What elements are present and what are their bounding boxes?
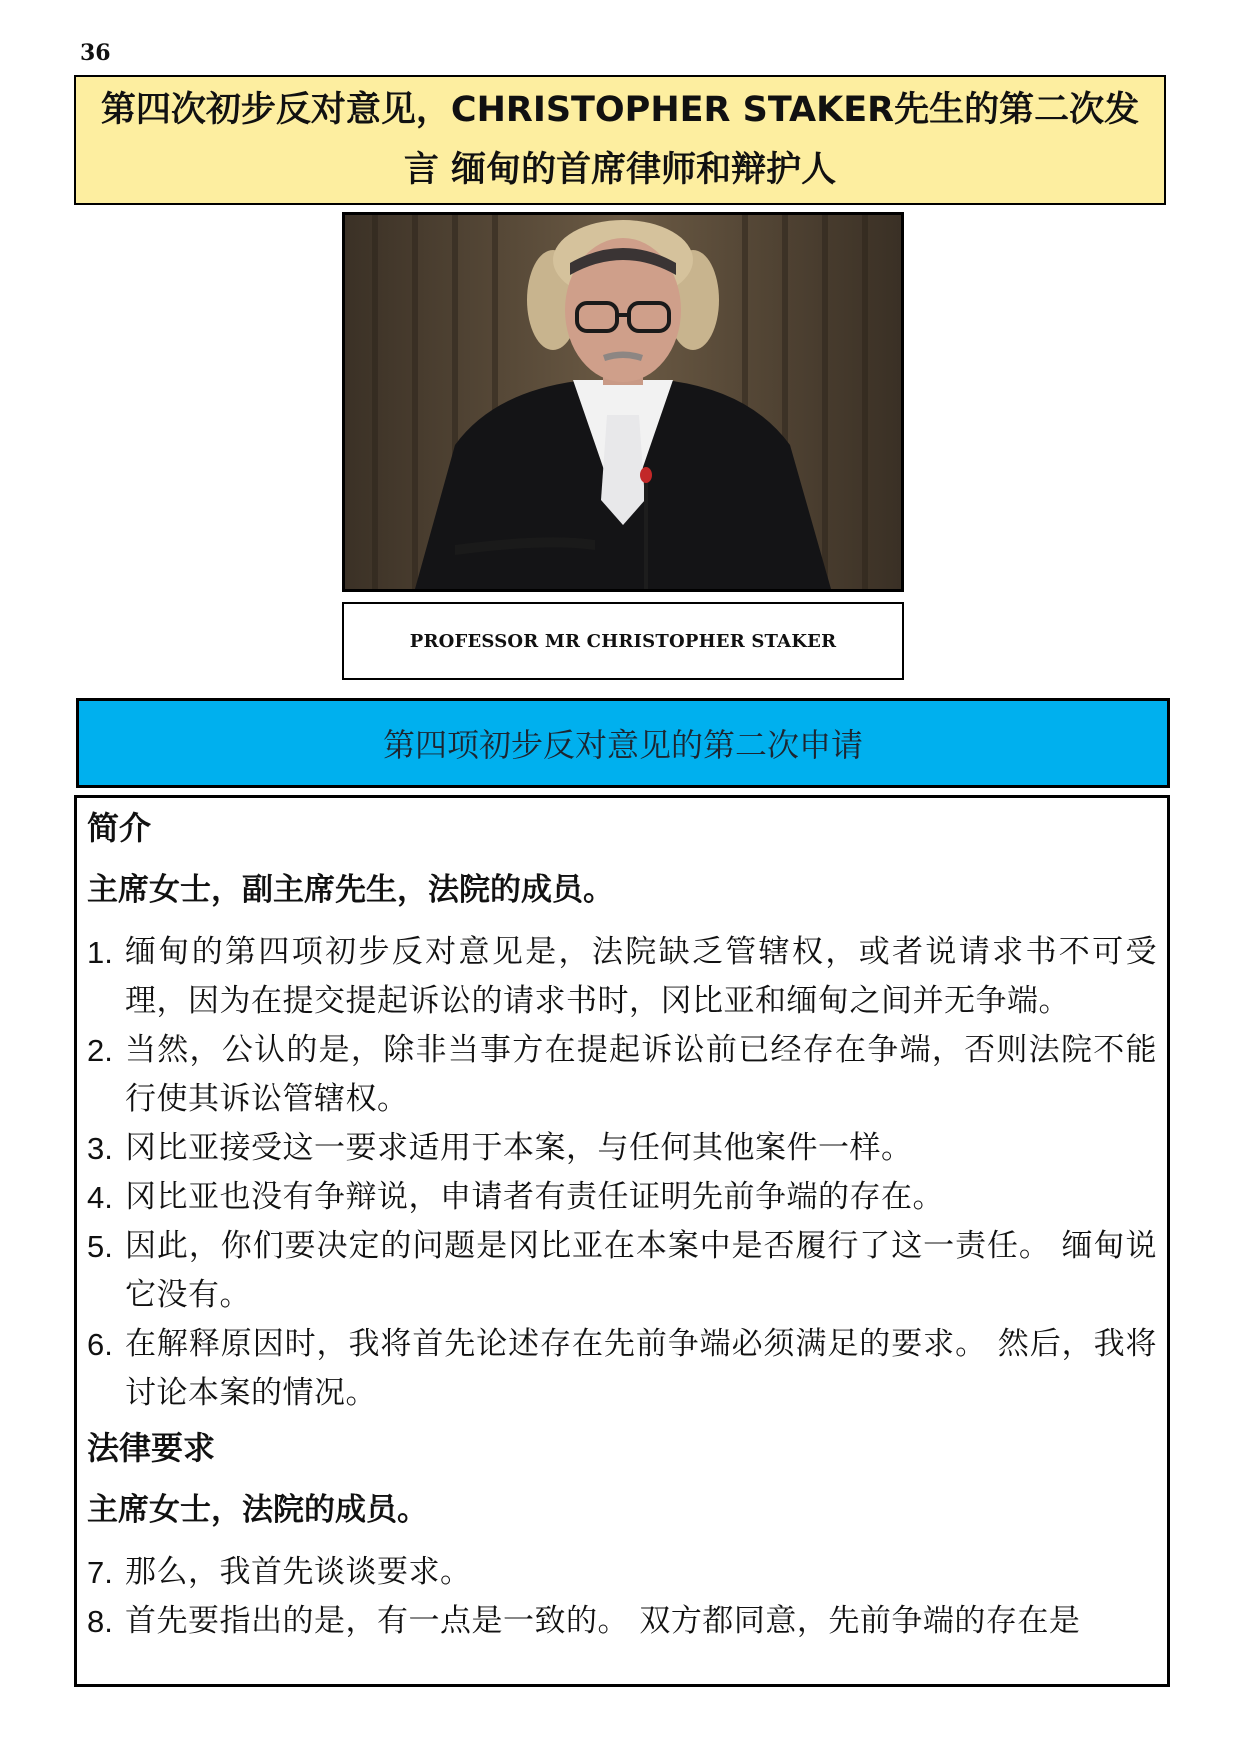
paragraph (87, 1222, 1157, 1320)
legal-salutation: 主席女士，法院的成员。 (87, 1492, 428, 1528)
section-banner (76, 698, 1170, 788)
paragraph-text: 在解释原因时，我将首先论述存在先前争端必须满足的要求。 然后，我将讨论本案的情况。 (125, 1326, 1157, 1411)
paragraph-text: 因此，你们要决定的问题是冈比亚在本案中是否履行了这一责任。 缅甸说它没有。 (125, 1228, 1157, 1313)
photo-caption-box (342, 602, 904, 680)
page-title: 第四次初步反对意见，CHRISTOPHER STAKER先生的第二次发言 缅甸的首席律师和辩护人 (100, 90, 1140, 190)
page-number: 36 (80, 40, 111, 66)
paragraph (87, 1597, 1157, 1646)
paragraph-text: 当然，公认的是，除非当事方在提起诉讼前已经存在争端，否则法院不能行使其诉讼管辖权。 (125, 1032, 1157, 1117)
paragraph (87, 1026, 1157, 1124)
photo-caption: PROFESSOR MR CHRISTOPHER STAKER (409, 630, 837, 652)
title-banner (74, 75, 1166, 205)
paragraph (87, 1548, 1157, 1597)
section-title: 第四项初步反对意见的第二次申请 (382, 726, 863, 764)
speaker-portrait-illustration (345, 215, 901, 589)
paragraph (87, 1124, 1157, 1173)
paragraph-text: 那么，我首先谈谈要求。 (125, 1554, 472, 1590)
paragraph-number: 7. (87, 1555, 113, 1590)
intro-salutation: 主席女士，副主席先生，法院的成员。 (87, 872, 614, 908)
paragraph-number: 6. (87, 1327, 113, 1362)
paragraph-number: 2. (87, 1033, 113, 1068)
paragraph-number: 3. (87, 1131, 113, 1166)
content-box (74, 795, 1170, 1687)
paragraph-number: 8. (87, 1604, 113, 1639)
paragraph-text: 首先要指出的是，有一点是一致的。 双方都同意，先前争端的存在是 (125, 1603, 1081, 1639)
paragraph (87, 928, 1157, 1026)
paragraph-text: 缅甸的第四项初步反对意见是，法院缺乏管辖权，或者说请求书不可受理，因为在提交提起诉讼的请求书时，冈比亚和缅甸之间并无争端。 (125, 934, 1157, 1019)
paragraph (87, 1320, 1157, 1418)
paragraph-text: 冈比亚也没有争辩说，申请者有责任证明先前争端的存在。 (125, 1179, 944, 1215)
paragraph-number: 4. (87, 1180, 113, 1215)
intro-heading: 简介 (87, 809, 152, 847)
legal-heading: 法律要求 (87, 1429, 216, 1467)
paragraph (87, 1173, 1157, 1222)
paragraph-number: 1. (87, 935, 113, 970)
paragraph-text: 冈比亚接受这一要求适用于本案，与任何其他案件一样。 (125, 1130, 913, 1166)
speaker-photo (342, 212, 904, 592)
paragraph-number: 5. (87, 1229, 113, 1264)
